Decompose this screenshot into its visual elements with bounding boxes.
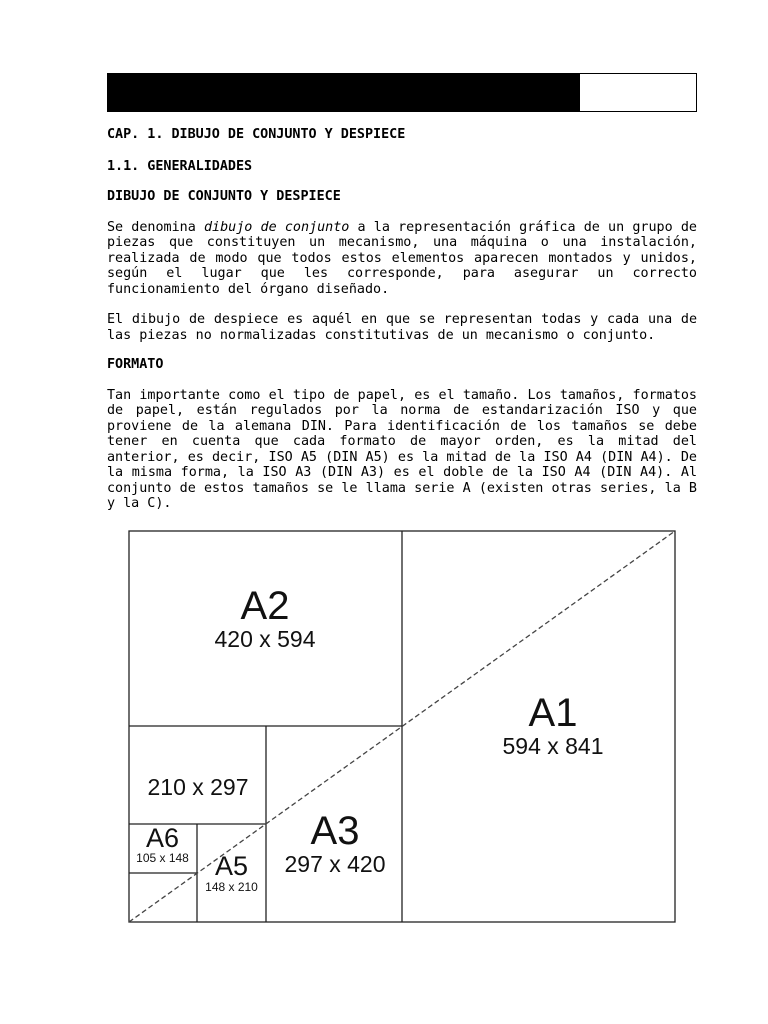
header-bar-fill [108, 74, 580, 111]
a1-name: A1 [528, 691, 578, 735]
chapter-heading: CAP. 1. DIBUJO DE CONJUNTO Y DESPIECE [107, 127, 406, 142]
a4-size: 210 x 297 [147, 774, 249, 800]
subsection-heading: DIBUJO DE CONJUNTO Y DESPIECE [107, 189, 341, 204]
a3-name: A3 [310, 809, 360, 853]
a2-name: A2 [240, 584, 290, 628]
a6-size: 105 x 148 [136, 851, 189, 865]
a3-label [268, 811, 402, 877]
a5-size: 148 x 210 [205, 880, 258, 894]
document-body [107, 127, 697, 512]
a1-size: 594 x 841 [502, 733, 604, 759]
paragraph-definition-after: a la representación gráfica de un grupo de piezas que constituyen un mecanismo, una máquina o una instalación, realizada de modo que todos estos elementos aparecen montados y unidos, según el lugar que les corresponde, para asegurar un correcto funcionamiento del órgano diseñado. [107, 219, 697, 297]
a1-label [468, 693, 638, 759]
a5-name: A5 [214, 851, 249, 881]
header-bar [107, 73, 697, 112]
a3-size: 297 x 420 [284, 851, 386, 877]
a2-label [196, 586, 334, 652]
paper-sizes-diagram [128, 530, 676, 923]
paragraph-definition-before: Se denomina [107, 219, 204, 235]
a2-size: 420 x 594 [214, 626, 316, 652]
a6-name: A6 [145, 823, 180, 853]
section-heading: 1.1. GENERALIDADES [107, 158, 253, 174]
paragraph-despiece: El dibujo de despiece es aquél en que se representan todas y cada una de las piezas no normalizadas constitutivas de un mecanismo o conjunto. [107, 312, 697, 343]
a6-label [128, 824, 197, 865]
paragraph-definition [107, 220, 697, 298]
paragraph-formato: Tan importante como el tipo de papel, es el tamaño. Los tamaños, formatos de papel, están regulados por la norma de estandarización ISO y que proviene de la alemana DIN. Para identificación de los tamaños se debe tener en cuenta que cada formato de mayor orden, es la mitad del anterior, es decir, ISO A5 (DIN A5) es la mitad de la ISO A4 (DIN A4). De la misma forma, la ISO A3 (DIN A3) es el doble de la ISO A4 (DIN A4). Al conjunto de estos tamaños se le llama serie A (existen otras series, la B y la C). [107, 387, 697, 511]
paragraph-definition-emphasis: dibujo de conjunto [203, 219, 350, 235]
a5-label [198, 852, 265, 894]
formato-heading: FORMATO [107, 357, 164, 372]
